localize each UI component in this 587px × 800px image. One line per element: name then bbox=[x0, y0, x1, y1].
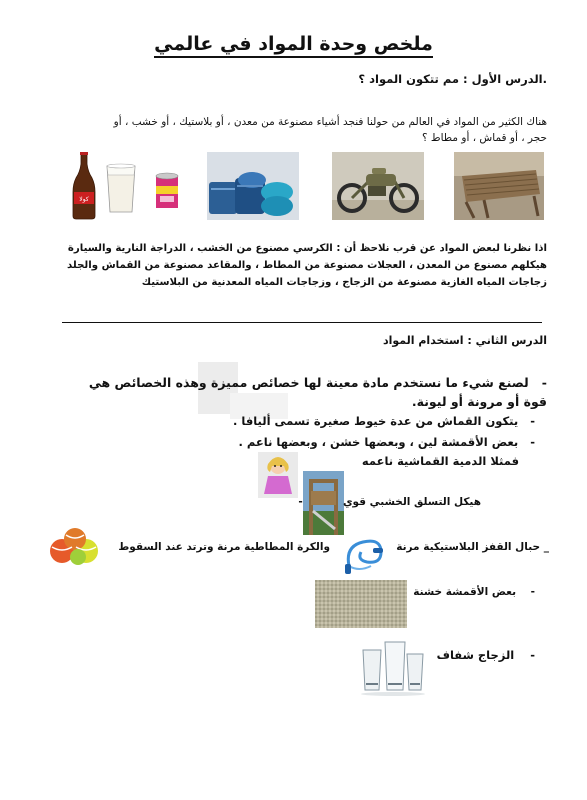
intro-line-2: حجر ، أو قماش ، أو مطاط ؟ bbox=[421, 132, 547, 144]
lesson2-heading: الدرس الثاني : استخدام المواد bbox=[382, 334, 547, 347]
rag-doll-image bbox=[258, 452, 298, 498]
rubber-ball-item: والكرة المطاطية مرنة وترتد عند السقوط bbox=[118, 541, 330, 553]
jump-rope-image bbox=[343, 530, 385, 574]
section-divider bbox=[62, 322, 542, 323]
lesson1-heading: .الدرس الأول : مم تتكون المواد ؟ bbox=[358, 72, 547, 86]
climbing-frame-item: هيكل التسلق الخشبي قوي - bbox=[298, 496, 481, 508]
glass-cups-image bbox=[357, 636, 429, 696]
lesson1-intro bbox=[44, 114, 547, 146]
properties-line-1: - لصنع شيء ما نستخدم مادة معينة لها خصائص مميزة وهذه الخصائص هي bbox=[88, 375, 547, 390]
towels-image bbox=[207, 152, 299, 220]
glass-item: - الزجاج شفاف bbox=[436, 648, 535, 662]
motorcycle-image bbox=[332, 152, 424, 220]
observation-line-1: اذا نظرنا لبعض المواد عن قرب نلاحظ أن : الكرسي مصنوع من الخشب ، الدراجة النارية والسيارة bbox=[67, 243, 547, 254]
doll-example-text: فمثلا الدمية القماشية ناعمه bbox=[361, 454, 519, 468]
jump-rope-item: _ حبال القفز البلاستيكية مرنة bbox=[396, 541, 549, 553]
observation-line-3: زجاجات المياه الغازية مصنوعة من الزجاج ، وزجاجات المياه المعدنية من البلاستيك bbox=[141, 277, 547, 288]
fabric-softness-item: - بعض الأقمشة لين ، وبعضها خشن ، وبعضها ناعم . bbox=[238, 435, 535, 449]
lesson2-properties-paragraph bbox=[40, 373, 547, 411]
rough-fabric-item: - بعض الأقمشة خشنة bbox=[413, 586, 535, 598]
plastic-cup-image bbox=[104, 152, 138, 220]
intro-line-1: هناك الكثير من المواد في العالم من حولنا فنجد أشياء مصنوعة من معدن ، أو بلاستيك ، أو خشب ، أو bbox=[113, 116, 547, 128]
fabric-fibers-item: - يتكون القماش من عدة خيوط صغيرة تسمى أليافا . bbox=[233, 414, 535, 428]
bottle-label: كولا bbox=[79, 196, 89, 203]
properties-line-2: قوة أو مرونة أو ليونة. bbox=[411, 394, 547, 409]
wooden-chair-image bbox=[454, 152, 544, 220]
rough-fabric-image bbox=[315, 580, 407, 628]
observation-line-2: هيكلهم مصنوع من المعدن ، العجلات مصنوعة من المطاط ، والمقاعد مصنوعة من القماش والجلد bbox=[67, 260, 547, 271]
metal-can-image bbox=[152, 152, 182, 220]
lesson1-observation bbox=[38, 240, 547, 291]
rubber-balls-image bbox=[48, 527, 102, 569]
cola-bottle-image bbox=[70, 152, 98, 220]
page-title: ملخص وحدة المواد في عالمي bbox=[0, 33, 587, 55]
materials-photo-row bbox=[40, 152, 540, 222]
